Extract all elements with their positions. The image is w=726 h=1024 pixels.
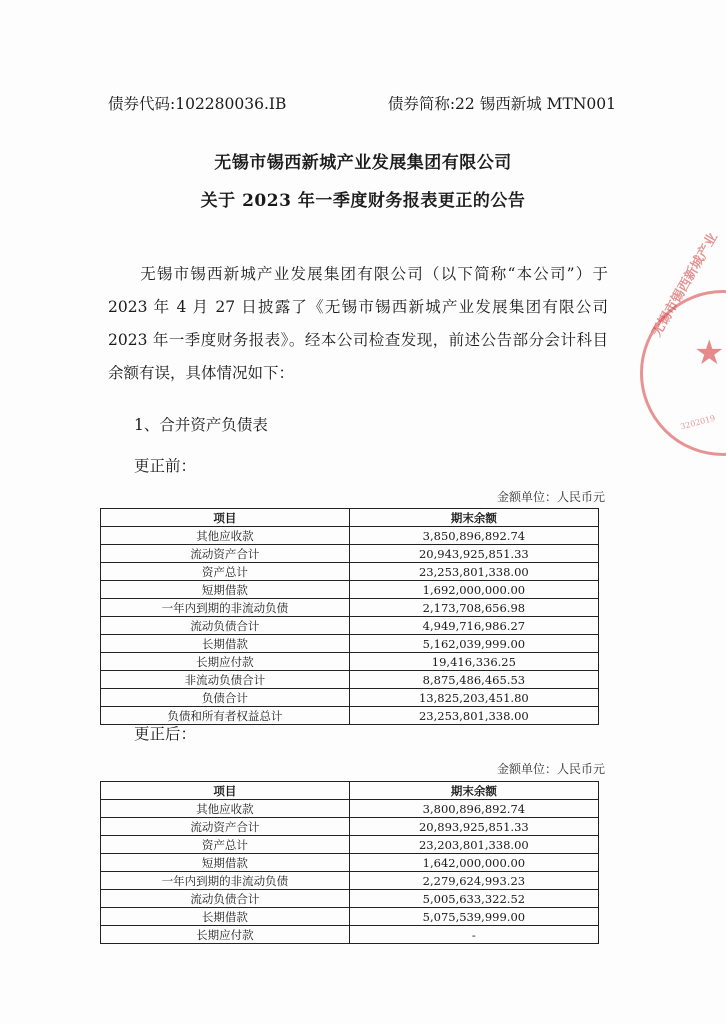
unit-label-after: 金额单位：人民币元 (496, 762, 605, 776)
intro-text: 无锡市锡西新城产业发展集团有限公司（以下简称“本公司”）于 2023 年 4 月 27 日披露了《无锡市锡西新城产业发展集团有限公司 2023 年一季度财务报表》。经本公司检查发现，前述公告部分会计科目余额有误，具体情况如下： (108, 265, 608, 382)
section-heading: 1、合并资产负债表 (134, 416, 268, 434)
row-balance-value: 5,005,633,322.52 (349, 890, 598, 908)
document-title-line2: 关于 2023 年一季度财务报表更正的公告 (200, 191, 526, 211)
row-item-name: 负债合计 (101, 689, 350, 707)
row-item-name: 负债和所有者权益总计 (101, 707, 350, 725)
intro-paragraph (108, 258, 608, 390)
row-balance-value: 2,279,624,993.23 (349, 872, 598, 890)
table-row (101, 689, 599, 707)
column-header-balance: 期末余额 (349, 782, 598, 800)
table-row (101, 581, 599, 599)
row-balance-value: - (349, 926, 598, 944)
table-row (101, 854, 599, 872)
table-row (101, 617, 599, 635)
table-row (101, 908, 599, 926)
row-item-name: 长期应付款 (101, 653, 350, 671)
row-item-name: 非流动负债合计 (101, 671, 350, 689)
after-correction-table (100, 781, 599, 944)
row-item-name: 流动资产合计 (101, 818, 350, 836)
bond-code: 债券代码:102280036.IB (108, 95, 287, 113)
row-balance-value: 1,642,000,000.00 (349, 854, 598, 872)
row-item-name: 短期借款 (101, 854, 350, 872)
table-row (101, 527, 599, 545)
row-item-name: 长期应付款 (101, 926, 350, 944)
row-balance-value: 5,162,039,999.00 (349, 635, 598, 653)
row-balance-value: 2,173,708,656.98 (349, 599, 598, 617)
table-row (101, 872, 599, 890)
table-row (101, 653, 599, 671)
row-item-name: 流动负债合计 (101, 617, 350, 635)
row-balance-value: 23,253,801,338.00 (349, 563, 598, 581)
unit-label-before: 金额单位：人民币元 (496, 490, 605, 504)
table-row (101, 563, 599, 581)
table-row (101, 545, 599, 563)
row-balance-value: 13,825,203,451.80 (349, 689, 598, 707)
row-balance-value: 20,943,925,851.33 (349, 545, 598, 563)
before-correction-table (100, 508, 599, 725)
table-row (101, 599, 599, 617)
row-item-name: 流动负债合计 (101, 890, 350, 908)
table-row (101, 890, 599, 908)
column-header-balance: 期末余额 (349, 509, 598, 527)
row-balance-value: 4,949,716,986.27 (349, 617, 598, 635)
after-correction-label: 更正后： (134, 725, 197, 743)
row-item-name: 一年内到期的非流动负债 (101, 872, 350, 890)
row-balance-value: 23,253,801,338.00 (349, 707, 598, 725)
before-correction-label: 更正前： (134, 457, 197, 475)
row-item-name: 长期借款 (101, 908, 350, 926)
seal-star-icon: ★ (694, 333, 725, 373)
table-row (101, 671, 599, 689)
table-row (101, 818, 599, 836)
bond-info-header (108, 92, 616, 114)
row-balance-value: 19,416,336.25 (349, 653, 598, 671)
row-balance-value: 8,875,486,465.53 (349, 671, 598, 689)
row-item-name: 其他应收款 (101, 800, 350, 818)
row-item-name: 短期借款 (101, 581, 350, 599)
table-row (101, 800, 599, 818)
document-title-line1: 无锡市锡西新城产业发展集团有限公司 (214, 153, 512, 173)
column-header-item: 项目 (101, 782, 350, 800)
table-row (101, 635, 599, 653)
table-header-row (101, 509, 599, 527)
row-item-name: 流动资产合计 (101, 545, 350, 563)
row-item-name: 其他应收款 (101, 527, 350, 545)
row-item-name: 资产总计 (101, 563, 350, 581)
seal-text: 无锡市锡西新城产业 (649, 230, 721, 340)
table-row (101, 926, 599, 944)
row-balance-value: 20,893,925,851.33 (349, 818, 598, 836)
seal-number: 3202019 (679, 413, 717, 432)
row-item-name: 长期借款 (101, 635, 350, 653)
row-balance-value: 1,692,000,000.00 (349, 581, 598, 599)
row-balance-value: 5,075,539,999.00 (349, 908, 598, 926)
table-row (101, 836, 599, 854)
column-header-item: 项目 (101, 509, 350, 527)
bond-short-name: 债券简称:22 锡西新城 MTN001 (387, 95, 616, 113)
row-balance-value: 3,800,896,892.74 (349, 800, 598, 818)
row-item-name: 一年内到期的非流动负债 (101, 599, 350, 617)
row-balance-value: 3,850,896,892.74 (349, 527, 598, 545)
table-header-row (101, 782, 599, 800)
row-item-name: 资产总计 (101, 836, 350, 854)
row-balance-value: 23,203,801,338.00 (349, 836, 598, 854)
